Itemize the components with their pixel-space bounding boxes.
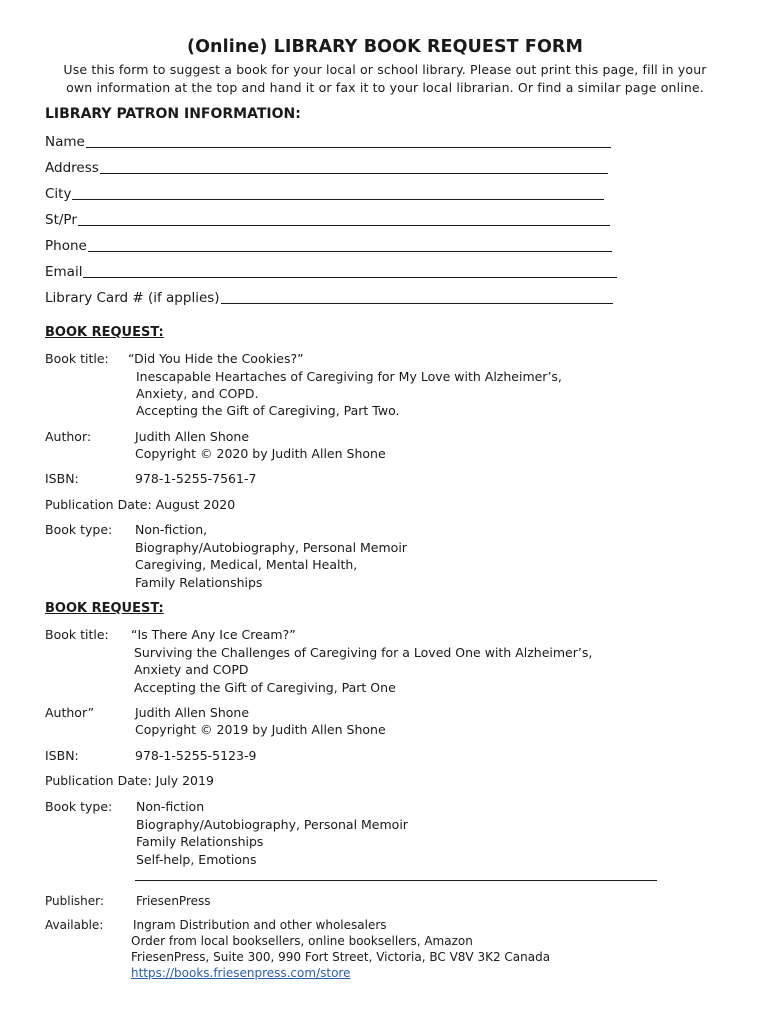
library-card-field[interactable] bbox=[45, 290, 613, 306]
publication-date-2: Publication Date: July 2019 bbox=[45, 773, 214, 788]
stpr-line[interactable] bbox=[78, 213, 610, 226]
isbn-2-value: 978-1-5255-5123-9 bbox=[135, 748, 257, 763]
book-type-2-line-3: Family Relationships bbox=[136, 834, 264, 849]
available-line-2: Order from local booksellers, online booksellers, Amazon bbox=[131, 934, 473, 948]
book-request-2-heading: BOOK REQUEST: bbox=[45, 601, 164, 616]
author-1-copyright: Copyright © 2020 by Judith Allen Shone bbox=[135, 446, 386, 461]
book-title-1-line-4: Accepting the Gift of Caregiving, Part Two. bbox=[136, 403, 400, 418]
intro-line-1: Use this form to suggest a book for your local or school library. Please out print this page, fill in your bbox=[63, 62, 707, 77]
email-line[interactable] bbox=[83, 265, 617, 278]
address-label: Address bbox=[45, 160, 99, 176]
name-field[interactable] bbox=[45, 134, 611, 150]
city-line[interactable] bbox=[72, 187, 604, 200]
publisher-label: Publisher: bbox=[45, 894, 104, 908]
address-field[interactable] bbox=[45, 160, 608, 176]
library-card-label: Library Card # (if applies) bbox=[45, 290, 220, 306]
book-title-1-line-1: “Did You Hide the Cookies?” bbox=[128, 351, 304, 366]
author-2-copyright: Copyright © 2019 by Judith Allen Shone bbox=[135, 722, 386, 737]
book-type-2-line-4: Self-help, Emotions bbox=[136, 852, 257, 867]
book-type-1-line-3: Caregiving, Medical, Mental Health, bbox=[135, 557, 358, 572]
book-type-2-line-1: Non-fiction bbox=[136, 799, 205, 814]
book-type-2-label: Book type: bbox=[45, 799, 113, 814]
book-title-2-line-3: Anxiety and COPD bbox=[134, 662, 249, 677]
available-line-3: FriesenPress, Suite 300, 990 Fort Street, Victoria, BC V8V 3K2 Canada bbox=[131, 950, 551, 964]
email-field[interactable] bbox=[45, 264, 617, 280]
book-title-2-label: Book title: bbox=[45, 627, 109, 642]
book-title-1-line-3: Anxiety, and COPD. bbox=[136, 386, 259, 401]
patron-heading: LIBRARY PATRON INFORMATION: bbox=[45, 106, 301, 122]
isbn-1-value: 978-1-5255-7561-7 bbox=[135, 471, 257, 486]
book-type-1-label: Book type: bbox=[45, 522, 113, 537]
author-2-name: Judith Allen Shone bbox=[135, 705, 250, 720]
available-label: Available: bbox=[45, 918, 104, 932]
email-label: Email bbox=[45, 264, 83, 280]
intro-line-2: own information at the top and hand it or fax it to your local librarian. Or find a similar page online. bbox=[66, 80, 704, 95]
city-field[interactable] bbox=[45, 186, 604, 202]
author-1-label: Author: bbox=[45, 429, 92, 444]
book-type-1-line-4: Family Relationships bbox=[135, 575, 263, 590]
available-line-1: Ingram Distribution and other wholesalers bbox=[133, 918, 387, 932]
book-title-2-line-4: Accepting the Gift of Caregiving, Part One bbox=[134, 680, 396, 695]
author-2-label: Author” bbox=[45, 705, 95, 720]
name-label: Name bbox=[45, 134, 85, 150]
address-line[interactable] bbox=[100, 161, 608, 174]
phone-label: Phone bbox=[45, 238, 87, 254]
name-line[interactable] bbox=[86, 135, 611, 148]
friesenpress-store-link[interactable]: https://books.friesenpress.com/store bbox=[131, 966, 351, 980]
divider-line bbox=[135, 880, 657, 881]
book-type-1-line-1: Non-fiction, bbox=[135, 522, 208, 537]
city-label: City bbox=[45, 186, 72, 202]
isbn-1-label: ISBN: bbox=[45, 471, 79, 486]
publication-date-1: Publication Date: August 2020 bbox=[45, 497, 236, 512]
author-1-name: Judith Allen Shone bbox=[135, 429, 250, 444]
book-type-1-line-2: Biography/Autobiography, Personal Memoir bbox=[135, 540, 407, 555]
library-card-line[interactable] bbox=[221, 291, 613, 304]
isbn-2-label: ISBN: bbox=[45, 748, 79, 763]
book-title-1-label: Book title: bbox=[45, 351, 109, 366]
phone-line[interactable] bbox=[88, 239, 612, 252]
book-title-2-line-1: “Is There Any Ice Cream?” bbox=[131, 627, 296, 642]
book-title-2-line-2: Surviving the Challenges of Caregiving for a Loved One with Alzheimer’s, bbox=[134, 645, 593, 660]
stpr-field[interactable] bbox=[45, 212, 610, 228]
page-title: (Online) LIBRARY BOOK REQUEST FORM bbox=[186, 37, 584, 57]
stpr-label: St/Pr bbox=[45, 212, 77, 228]
phone-field[interactable] bbox=[45, 238, 612, 254]
book-request-1-heading: BOOK REQUEST: bbox=[45, 325, 164, 340]
book-type-2-line-2: Biography/Autobiography, Personal Memoir bbox=[136, 817, 408, 832]
publisher-value: FriesenPress bbox=[136, 894, 211, 908]
book-title-1-line-2: Inescapable Heartaches of Caregiving for My Love with Alzheimer’s, bbox=[136, 369, 562, 384]
